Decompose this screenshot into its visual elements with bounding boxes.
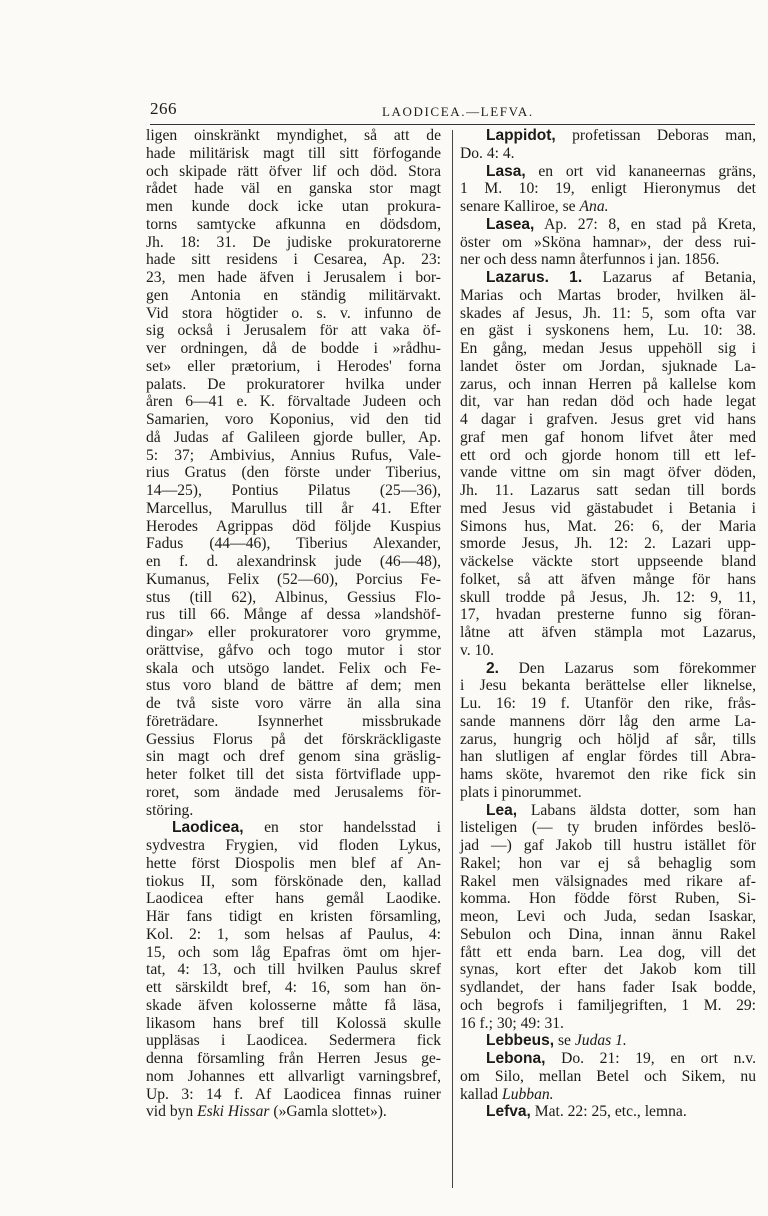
text-line: Marcellus, Marullus till år 41. Efter [146, 499, 441, 517]
text-line: tat, 4: 13, och till hvilken Paulus skref [146, 961, 441, 979]
text-line: i Jesu bekanta berättelse eller liknelse, [460, 677, 756, 695]
entry-body [146, 837, 441, 1103]
text-line: 5: 37; Ambivius, Annius Rufus, Vale- [146, 446, 441, 464]
entry-first-line: Lappidot, profetissan Deboras man, [486, 127, 756, 144]
entry-first-line: Lefva, Mat. 22: 25, etc., lemna. [486, 1103, 687, 1121]
text-line: Fadus (44—46), Tiberius Alexander, [146, 535, 441, 553]
text-line: 1 M. 10: 19, enligt Hieronymus det [460, 180, 756, 198]
entry-first-line: Lasa, en ort vid kananeernas gräns, [486, 162, 756, 180]
text-line: 23, men hade äfven i Jerusalem i bor- [146, 269, 441, 286]
text-line: Jh. 11. Lazarus satt sedan till bords [460, 482, 756, 499]
text-line: med Jesus vid gästabudet i Betania i [460, 499, 756, 517]
entry-lea [460, 802, 756, 1033]
text-line: väckelse väckte stort uppseende bland [460, 553, 756, 570]
text-line: vande vittne om sin magt öfver döden, [460, 464, 756, 482]
text-line: v. 10. [460, 641, 495, 659]
lemma-lea: Lea, [486, 801, 518, 819]
text-line: sig också i Jerusalem för att vaka öf- [146, 322, 441, 340]
text-line: jad —) gaf Jakob till hustru istället för [460, 837, 756, 854]
text-line: sin magt och dref genom sina gräslig- [146, 748, 441, 766]
page-number: 266 [150, 99, 177, 118]
entry-body [460, 287, 756, 660]
text-line: sande mannens dörr låg den arme La- [460, 712, 756, 730]
text-line: skades af Jesus, Jh. 11: 5, som ofta var [460, 304, 756, 322]
text-line: 17, hvadan presterne funno sig föran- [460, 606, 756, 624]
entry-body [460, 234, 756, 270]
text-line: Do. 4: 4. [460, 144, 515, 162]
running-title: LAODICEA.—LEFVA. [382, 104, 534, 119]
text-line: komma. Hon födde först Ruben, Si- [460, 890, 756, 908]
text-line: rius Gratus (den förste under Tiberius, [146, 464, 441, 482]
text-line: 15, och som låg Epafras ömt om hjer- [146, 943, 441, 961]
text-line: om Silo, mellan Betel och Sikem, nu [460, 1067, 756, 1085]
left-column [146, 127, 441, 1121]
text-line: uppläsas i Laodicea. Sedermera fick [146, 1032, 441, 1050]
text-line: hade sitt residens i Cesarea, Ap. 23: [146, 251, 441, 269]
text-line: Samarien, voro Koponius, vid den tid [146, 411, 441, 428]
text-line: orättvise, gåfvo och togo mutor i stor [146, 641, 441, 659]
text-line: öster om »Sköna hamnar», der dess rui- [460, 233, 756, 251]
entry-first-line: Lazarus. 1. Lazarus af Betania, [486, 269, 756, 286]
text-line: listeligen (— ty bruden infördes beslö- [460, 819, 756, 837]
text-line: meon, Levi och Juda, sedan Isaskar, [460, 908, 756, 925]
right-column [460, 127, 756, 1121]
text-line: och begrofs i familjegriften, 1 M. 29: [460, 996, 756, 1014]
text-line: Här fans tidigt en kristen församling, [146, 908, 441, 925]
entry-first-line: Lebona, Do. 21: 19, en ort n.v. [486, 1050, 756, 1067]
text-line: dit, var han redan död och hade legat [460, 393, 756, 411]
sense-number: 1. [569, 269, 583, 286]
text-line: en f. d. alexandrinsk jude (46—48), [146, 553, 441, 570]
text-line: set» eller prætorium, i Herodes' forna [146, 357, 441, 375]
text-line: störing. [146, 801, 194, 819]
text-line: smorde Jesus, Jh. 12: 2. Lazari upp- [460, 535, 756, 553]
entry-last-line: senare Kalliroe, se Ana. [460, 198, 609, 215]
entry-lazarus [460, 269, 756, 802]
text-line: åren 6—41 e. K. förvaltade Judeen och [146, 393, 441, 411]
text-line: Lu. 16: 19 f. Utanför den rike, frås- [460, 695, 756, 712]
entry-lebbeus [460, 1032, 756, 1050]
text-line: Jh. 18: 31. De judiske prokuratorerne [146, 233, 441, 251]
text-line: sydlandet, der hans fader Isak bodde, [460, 979, 756, 996]
column-divider [452, 130, 453, 1188]
lemma-lebbeus: Lebbeus, [486, 1032, 555, 1050]
text-line: skala och utsögo landet. Felix och Fe- [146, 659, 441, 677]
entry-body [460, 180, 756, 198]
text-line: hette först Diospolis men blef af An- [146, 854, 441, 872]
sense-2-first-line: 2. Den Lazarus som förekommer [486, 659, 756, 677]
text-line: plats i pinorummet. [460, 783, 582, 801]
text-line: likasom hans bref till Kolossä skulle [146, 1014, 441, 1032]
text-line: ner och dess namn återfunnos i jan. 1856. [460, 251, 720, 269]
text-line: zarus, hungrig och höljd af sår, tills [460, 730, 756, 748]
header-rule [150, 124, 755, 125]
text-line: och skipade rätt öfver lif och död. Stora [146, 162, 441, 180]
text-line: Up. 3: 14 f. Af Laodicea finnas ruiner [146, 1085, 441, 1103]
text-line: rus till 66. Månge af dessa »landshöf- [146, 606, 441, 624]
text-line: 14—25), Pontius Pilatus (25—36), [146, 482, 441, 499]
text-line: skade äfven kolosserne måtte få läsa, [146, 996, 441, 1014]
entry-lebona [460, 1050, 756, 1103]
text-line: stus voro bland de bättre af dem; men [146, 677, 441, 695]
text-line: Laodicea efter hans gemål Laodike. [146, 890, 441, 908]
text-line: Rakel; hon var ej så behaglig som [460, 854, 756, 872]
entry-first-line: Laodicea, en stor handelsstad i [172, 819, 441, 837]
text-line: nom Johannes ett allvarligt varningsbref, [146, 1067, 441, 1085]
text-line: ver ordningen, då de bodde i »rådhu- [146, 340, 441, 357]
entry-body [460, 819, 756, 1032]
text-line: 4 dagar i grafven. Jesus gret vid hans [460, 411, 756, 428]
lemma-lazarus: Lazarus. [486, 269, 549, 286]
text-line: palats. De prokuratorer hvilka under [146, 375, 441, 393]
entry-lappidot [460, 127, 756, 163]
entry-first-line: Lasea, Ap. 27: 8, en stad på Kreta, [486, 215, 756, 233]
entry-lefva [460, 1103, 756, 1121]
lemma-lasea: Lasea, [486, 215, 535, 233]
entry-laodicea [146, 819, 441, 1121]
text-line: han slutligen af englar fördes till Abra- [460, 748, 756, 766]
text-line: dingar» eller prokuratorer voro grymme, [146, 624, 441, 641]
sense-number: 2. [486, 659, 500, 677]
text-line: stus (till 62), Albinus, Gessius Flo- [146, 588, 441, 606]
entry-body [460, 1068, 756, 1086]
text-line: Sebulon och Dina, innan ännu Rakel [460, 925, 756, 943]
text-line: låtne att äfven stämpla mot Lazarus, [460, 624, 756, 641]
lemma-lappidot: Lappidot, [486, 127, 556, 144]
text-line: skull trodde på Jesus, Jh. 12: 9, 11, [460, 588, 756, 606]
text-line: ligen oinskränkt myndighet, så att de [146, 127, 441, 144]
text-line: ett ord och gjorde honom till ett lef- [460, 446, 756, 464]
text-line: Rakel men välsignades med rikare af- [460, 872, 756, 890]
text-line: En gång, medan Jesus uppehöll sig i [460, 340, 756, 357]
text-line: fått ett enda barn. Lea dog, vill det [460, 943, 756, 961]
lemma-lebona: Lebona, [486, 1050, 546, 1067]
text-line: en gäst i syskonens hem, Lu. 10: 38. [460, 322, 756, 340]
text-line: Kumanus, Felix (52—60), Porcius Fe- [146, 570, 441, 588]
text-line: denna församling från Herren Jesus ge- [146, 1050, 441, 1067]
text-line: Herodes Agrippas död följde Kuspius [146, 517, 441, 535]
text-line: tiokus II, som förskönade den, kallad [146, 872, 441, 890]
text-line: sydvestra Frygien, vid floden Lykus, [146, 837, 441, 854]
text-line: Gessius Florus på det förskräckligaste [146, 730, 441, 748]
entry-first-line: Lea, Labans äldsta dotter, som han [486, 801, 756, 819]
text-line: men kunde dock icke utan prokura- [146, 198, 441, 215]
lemma-lefva: Lefva, [486, 1103, 531, 1121]
entry-body [460, 145, 756, 163]
text-line: företrädare. Isynnerhet missbrukade [146, 712, 441, 730]
entry-lasea [460, 216, 756, 269]
text-line: Vid stora högtider o. s. v. infunno de [146, 304, 441, 322]
text-line: gen Antonia en ständig militärvakt. [146, 286, 441, 304]
text-line: landet öster om Jordan, sjuknade La- [460, 357, 756, 375]
text-line: de två siste voro värre än alla sina [146, 695, 441, 712]
text-line: torns samtycke afkunna en dödsdom, [146, 215, 441, 233]
lemma-lasa: Lasa, [486, 162, 526, 180]
text-line: Kol. 2: 1, som helsas af Paulus, 4: [146, 925, 441, 943]
text-line: folket, så att äfven månge för hans [460, 570, 756, 588]
entry-first-line: Lebbeus, se Judas 1. [486, 1032, 627, 1050]
entry-body [460, 677, 756, 801]
text-line: ett särskildt bref, 4: 16, som han ön- [146, 979, 441, 996]
text-line: heter folket till det sista förtvifladе upp- [146, 766, 441, 783]
text-line: synas, kort efter det Jakob kom till [460, 961, 756, 979]
text-line: graf men gaf honom lifvet åter med [460, 428, 756, 446]
text-line: rådet hade väl en ganska stor magt [146, 180, 441, 198]
text-line: Simons hus, Mat. 26: 6, der Maria [460, 517, 756, 535]
entry-lasa [460, 163, 756, 216]
lemma-laodicea: Laodicea, [172, 819, 244, 837]
text-line: roret, som ändade med Jerusalems för- [146, 783, 441, 801]
entry-last-line: kallad Lubban. [460, 1085, 554, 1103]
text-line: hams sköte, hvaremot den rike fick sin [460, 766, 756, 783]
text-line: Marias och Martas broder, hvilken äl- [460, 286, 756, 304]
text-line: hade militärisk magt till sitt förfogande [146, 144, 441, 162]
text-line: zarus, och innan Herren på kallelse kom [460, 375, 756, 393]
prokurator-entry-continuation [146, 127, 441, 819]
text-line: 16 f.; 30; 49: 31. [460, 1014, 564, 1032]
text-line: då Judas af Galileen gjorde buller, Ap. [146, 428, 441, 446]
entry-last-line: vid byn Eski Hissar (»Gamla slottet»). [146, 1103, 387, 1121]
